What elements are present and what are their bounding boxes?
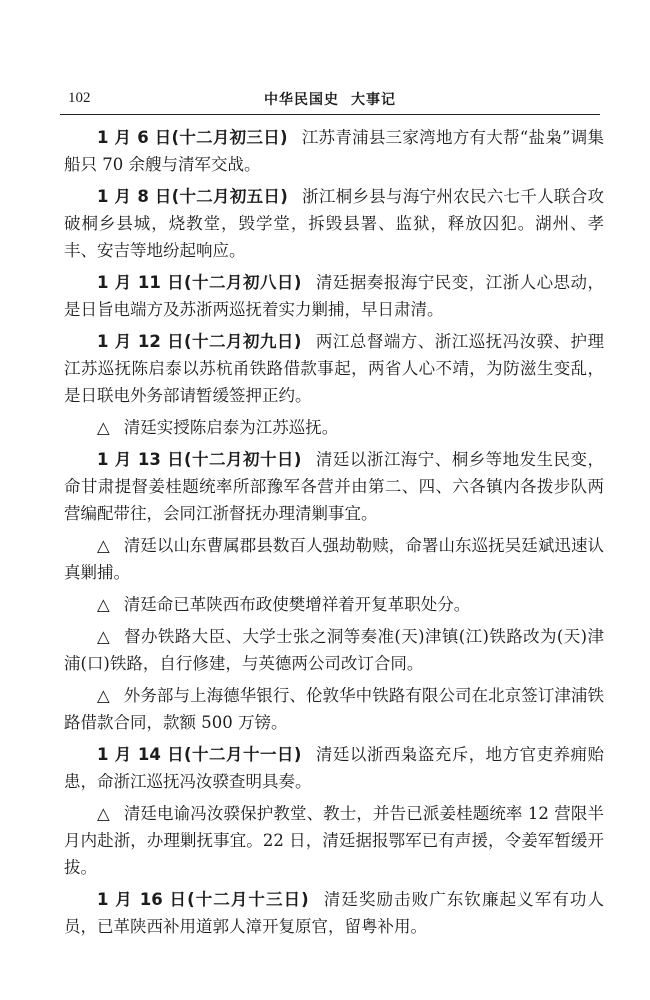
entry-text: 清廷命已革陕西布政使樊增祥着开复革职处分。: [123, 595, 471, 614]
entry-date: 1 月 11 日(十二月初八日): [97, 273, 302, 292]
chronology-subentry: [64, 800, 604, 881]
chronology-entry: [64, 741, 604, 795]
entry-text: 浙江桐乡县与海宁州农民六七千人联合攻破桐乡县城，烧教堂，毁学堂，拆毁县署、监狱，释放囚犯。湖州、孝丰、安吉等地纷起响应。: [64, 187, 604, 260]
chronology-content: [64, 124, 604, 945]
chronology-entry: [64, 269, 604, 323]
chronology-subentry: [64, 623, 604, 677]
chronology-entry: [64, 446, 604, 527]
entry-date: 1 月 13 日(十二月初十日): [97, 450, 302, 469]
entry-text: 清廷以浙江海宁、桐乡等地发生民变，命甘肃提督姜桂题统率所部豫军各营并由第二、四、六各镇内各拨步队两营编配带往，会同江浙督抚办理清剿事宜。: [64, 450, 605, 523]
book-title: 中华民国史: [264, 92, 339, 108]
running-title: [60, 89, 600, 109]
chronology-subentry: [64, 532, 604, 586]
entry-date: 1 月 8 日(十二月初五日): [97, 187, 288, 206]
chronology-entry: [64, 328, 604, 409]
page-number: 102: [68, 90, 91, 106]
chronology-entry: [64, 183, 604, 264]
entry-text: 清廷实授陈启泰为江苏巡抚。: [123, 418, 339, 437]
triangle-marker: △: [97, 686, 110, 705]
entry-text: 清廷以山东曹属郡县数百人强劫勒赎，命署山东巡抚吴廷斌迅速认真剿捕。: [64, 536, 604, 582]
entry-date: 1 月 6 日(十二月初三日): [97, 128, 288, 147]
chronology-subentry: [64, 591, 604, 618]
entry-date: 1 月 14 日(十二月十一日): [97, 745, 302, 764]
entry-text: 江苏青浦县三家湾地方有大帮“盐枭”调集船只 70 余艘与清军交战。: [64, 128, 605, 174]
chronology-subentry: [64, 414, 604, 441]
triangle-marker: △: [97, 627, 110, 646]
book-subtitle: 大事记: [351, 92, 396, 108]
chronology-entry: [64, 886, 604, 940]
entry-text: 清廷奖励击败广东钦廉起义军有功人员，已革陕西补用道郭人漳开复原官，留粤补用。: [64, 890, 604, 936]
page-header: [60, 84, 600, 115]
triangle-marker: △: [97, 595, 110, 614]
chronology-entry: [64, 124, 604, 178]
entry-text: 外务部与上海德华银行、伦敦华中铁路有限公司在北京签订津浦铁路借款合同，款额 500 万镑。: [64, 686, 604, 732]
entry-text: 两江总督端方、浙江巡抚冯汝骙、护理江苏巡抚陈启泰以苏杭甬铁路借款事起，两省人心不靖，为防滋生变乱，是日联电外务部请暂缓签押正约。: [64, 332, 605, 405]
triangle-marker: △: [97, 804, 110, 823]
entry-text: 清廷据奏报海宁民变，江浙人心思动，是日旨电端方及苏浙两巡抚着实力剿捕，早日肃清。: [64, 273, 605, 319]
triangle-marker: △: [97, 418, 110, 437]
entry-text: 督办铁路大臣、大学士张之洞等奏准(天)津镇(江)铁路改为(天)津浦(口)铁路，自行修建，与英德两公司改订合同。: [64, 627, 604, 673]
triangle-marker: △: [97, 536, 110, 555]
entry-date: 1 月 16 日(十二月十三日): [97, 890, 309, 909]
chronology-subentry: [64, 682, 604, 736]
entry-date: 1 月 12 日(十二月初九日): [97, 332, 302, 351]
entry-text: 清廷电谕冯汝骙保护教堂、教士，并告已派姜桂题统率 12 营限半月内赴浙，办理剿抚事宜。22 日，清廷据报鄂军已有声援，令姜军暂缓开拔。: [64, 804, 604, 877]
entry-text: 清廷以浙西枭盗充斥，地方官吏养痈贻患，命浙江巡抚冯汝骙查明具奏。: [64, 745, 605, 791]
